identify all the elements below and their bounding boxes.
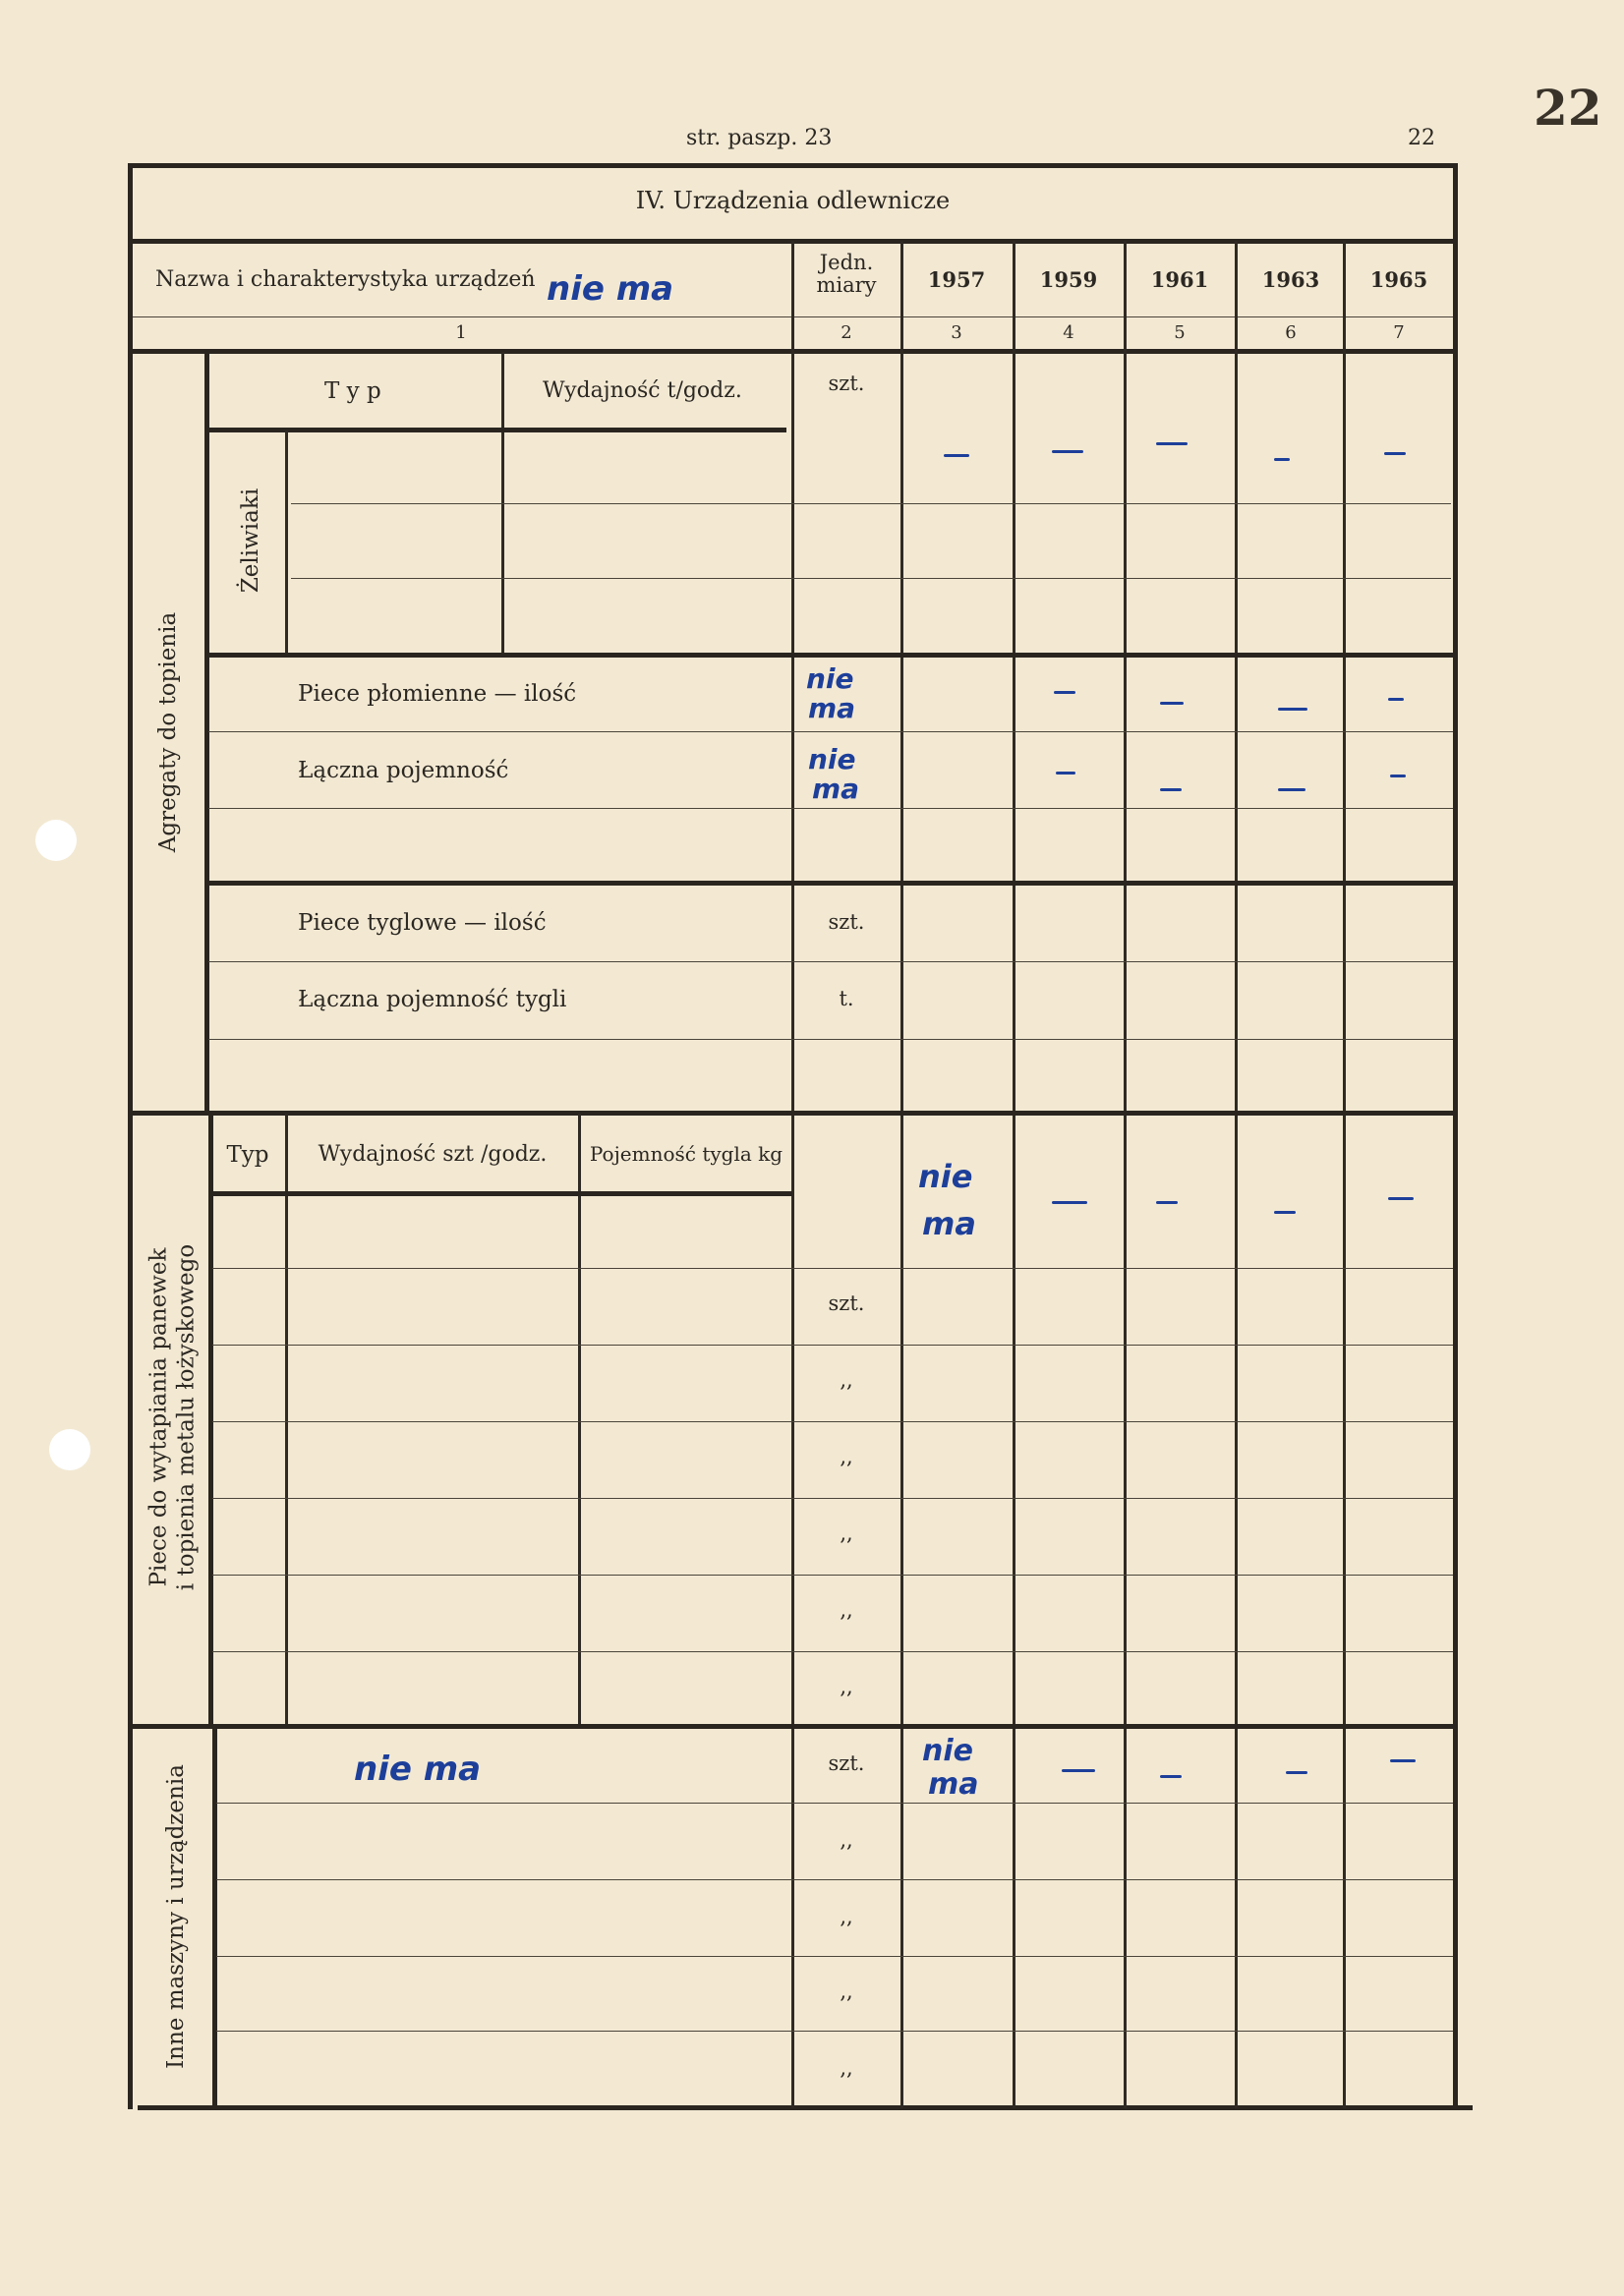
zeliwiaki-line [285, 430, 288, 653]
handwritten-dash [1274, 1211, 1296, 1214]
handwritten-dash [1062, 1769, 1095, 1772]
frame-top [128, 163, 1457, 168]
year-1957: 1957 [927, 267, 986, 292]
inne-unit-3: ,, [840, 1905, 853, 1928]
col-number-5: 5 [1174, 322, 1186, 343]
col-number-3: 3 [951, 322, 962, 343]
punch-hole [49, 1429, 90, 1470]
col-number-1: 1 [455, 322, 467, 343]
plomienne-bottom [208, 881, 1453, 886]
col5-line [1124, 241, 1127, 2108]
panewek-pojemnosc-header: Pojemność tygla kg [589, 1142, 783, 1166]
inne-unit-2: ,, [840, 1828, 853, 1852]
panewek-unit-2: ,, [840, 1368, 853, 1392]
handwritten-ma: ma [808, 692, 856, 724]
panewek-label-line1: Piece do wytapiania panewek [145, 1247, 172, 1587]
year-1961: 1961 [1150, 267, 1209, 292]
handwritten-dash [1388, 698, 1404, 701]
handwritten-dash [1286, 1771, 1307, 1774]
col3-line [900, 241, 903, 2108]
typ-label: T y p [324, 378, 381, 404]
handwritten-ma: ma [922, 1205, 976, 1242]
handwritten-dash [1274, 458, 1290, 461]
frame-right [1453, 163, 1458, 2109]
typ-header-divider [208, 428, 786, 432]
unit-column-header: Jedn. miary [816, 251, 877, 298]
handwritten-dash [1278, 708, 1307, 711]
wydajnosc-label: Wydajność t/godz. [543, 378, 742, 403]
handwritten-nie-ma-inne: nie ma [354, 1750, 482, 1789]
panewek-unit-3: ,, [840, 1445, 853, 1468]
header-page-number: 22 [1408, 126, 1435, 150]
inne-unit-4: ,, [840, 1980, 853, 2003]
frame-left [128, 163, 133, 2109]
zeliwiaki-row2 [291, 578, 1451, 579]
laczna-pojemnosc-tygli-label: Łączna pojemność tygli [298, 987, 567, 1012]
plomienne-row2 [208, 808, 1453, 809]
col-number-6: 6 [1285, 322, 1297, 343]
handwritten-dash [1160, 702, 1184, 705]
panewek-row4 [212, 1498, 1453, 1499]
panewek-row2 [212, 1345, 1453, 1346]
handwritten-dash [1056, 772, 1075, 775]
handwritten-nie: nie [918, 1158, 973, 1195]
section-title: IV. Urządzenia odlewnicze [635, 187, 951, 214]
handwritten-ma: ma [812, 773, 860, 805]
zeliwiaki-label: Żeliwiaki [238, 488, 264, 594]
panewek-unit-6: ,, [840, 1675, 853, 1698]
col-number-4: 4 [1063, 322, 1074, 343]
inne-row3 [216, 1956, 1453, 1957]
zeliwiaki-bottom [208, 653, 1453, 658]
inne-group-line [212, 1727, 217, 2105]
panewek-unit-1: szt. [828, 1292, 865, 1315]
plomienne-row1 [208, 731, 1453, 732]
year-1963: 1963 [1261, 267, 1320, 292]
piece-tyglowe-unit: szt. [828, 910, 865, 934]
wydajnosc-col-line [578, 1114, 581, 1725]
handwritten-nie: nie [806, 662, 854, 695]
panewek-typ-header: Typ [226, 1142, 269, 1168]
zeliwiaki-unit: szt. [828, 372, 865, 395]
piece-plomienne-label: Piece płomienne — ilość [298, 681, 577, 707]
year-1959: 1959 [1039, 267, 1098, 292]
handwritten-ma: ma [928, 1767, 979, 1802]
agregaty-bottom [133, 1111, 1453, 1116]
laczna-pojemnosc-label: Łączna pojemność [298, 758, 509, 783]
handwritten-nie-ma-header: nie ma [547, 269, 674, 309]
col-number-2: 2 [841, 322, 852, 343]
panewek-group-line [208, 1114, 213, 1725]
inne-group-label: Inne maszyny i urządzenia [163, 1764, 190, 2069]
panewek-row6 [212, 1651, 1453, 1652]
col4-line [1013, 241, 1015, 2108]
handwritten-dash [944, 454, 969, 457]
inne-row4 [216, 2031, 1453, 2032]
handwritten-dash [1160, 1775, 1182, 1778]
inne-row2 [216, 1879, 1453, 1880]
col7-line [1343, 241, 1346, 2108]
handwritten-dash [1384, 452, 1406, 455]
handwritten-dash [1156, 1201, 1178, 1204]
piece-tyglowe-label: Piece tyglowe — ilość [298, 910, 547, 936]
handwritten-dash [1052, 1201, 1087, 1204]
zeliwiaki-row1 [291, 503, 1451, 504]
year-1965: 1965 [1369, 267, 1428, 292]
panewek-row1 [212, 1268, 1453, 1269]
typ-col-line [285, 1114, 288, 1725]
panewek-row5 [212, 1575, 1453, 1576]
handwritten-dash [1278, 788, 1305, 791]
panewek-bottom [133, 1724, 1453, 1729]
col-number-7: 7 [1393, 322, 1405, 343]
handwritten-dash [1388, 1197, 1414, 1200]
panewek-unit-4: ,, [840, 1521, 853, 1545]
page-number: 22 [1534, 79, 1602, 137]
tyglowe-row1 [208, 961, 1453, 962]
panewek-row3 [212, 1421, 1453, 1422]
panewek-group-label [145, 1244, 200, 1590]
name-column-header: Nazwa i charakterystyka urządzeń [155, 267, 536, 292]
inne-unit-5: ,, [840, 2056, 853, 2080]
inne-row1 [216, 1803, 1453, 1804]
agregaty-group-label: Agregaty do topienia [155, 611, 182, 853]
inne-unit-1: szt. [828, 1751, 865, 1775]
handwritten-dash [1160, 788, 1182, 791]
handwritten-nie: nie [922, 1734, 973, 1768]
typ-wyd-divider [501, 352, 504, 653]
handwritten-dash [1390, 1759, 1416, 1762]
panewek-wydajnosc-header: Wydajność szt /godz. [318, 1142, 548, 1167]
panewek-header-divider [212, 1191, 792, 1196]
passport-reference: str. paszp. 23 [686, 126, 833, 150]
tyglowe-row2 [208, 1039, 1453, 1040]
handwritten-dash [1156, 442, 1188, 445]
panewek-label-line2: i topienia metalu łożyskowego [173, 1243, 199, 1591]
frame-bottom [138, 2105, 1473, 2110]
handwritten-dash [1054, 691, 1075, 694]
panewek-unit-5: ,, [840, 1598, 853, 1622]
handwritten-nie: nie [808, 743, 856, 775]
handwritten-dash [1390, 775, 1406, 777]
laczna-pojemnosc-tygli-unit: t. [839, 987, 854, 1010]
col6-line [1235, 241, 1238, 2108]
punch-hole [35, 820, 77, 861]
handwritten-dash [1052, 450, 1083, 453]
